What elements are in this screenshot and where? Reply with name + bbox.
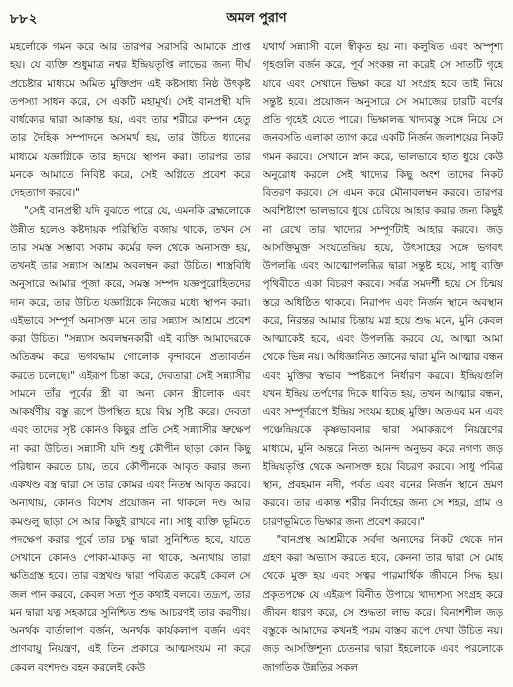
- paragraph: "বানপ্রস্থ আশ্রমীকে সর্বদা অন্যদের নিকট থেকে দান গ্রহণ করা অভ্যাস করতে হবে, কেননা তার দ্বারা সে মোহ থেকে মুক্ত হয় এবং সত্বর পারমার্থিক জীবনে সিদ্ধ হয়। প্রকৃতপক্ষে যে এইরূপ বিনীত উপায়ে খাদ্যশস্য সংগ্রহ করে জীবন ধারণ করে, সে শুদ্ধতা লাভ করে। বিনাশশীল জড় বস্তুকে আমাদের কখনই পরম বাস্তব রূপে দেখা উচিত নয়। জড় আসক্তিশূন্য চেতনার দ্বারা ইহলোকে এবং পরলোকে জাগতিক উন্নতির সকল: [262, 533, 503, 674]
- paragraph: মহর্লোকে গমন করে আর তারপর সরাসরি আমাকে প্রাপ্ত হয়। যে ব্যক্তি শুধুমাত্র নশ্বর ইন্দ্রিয়তৃপ্তি লাভের জন্য দীর্ঘ প্রচেষ্টার মাধ্যমে অমিত মুক্তিপ্রদ এই কষ্টসাধ্য নিষ্ঠ উৎকৃষ্ট তপস্যা সাধন করে, সে একটি মহামূর্খ। সেই বানপ্রস্থী যদি বার্ধক্যের দ্বারা আক্রান্ত হয়, এবং তার শরীরে কম্পন হেতু তার দৈহিক সম্পাদনে অসমর্থ হয়, তার উচিত ধ্যানের মাধ্যমে যজ্ঞাগ্নিকে তার হৃদয়ে স্থাপন করা। তারপর তার মনকে আমাতে নিবিষ্ট করে, সেই অগ্নিতে প্রবেশ করে দেহত্যাগ করবে।": [10, 41, 251, 199]
- text-columns: [10, 38, 503, 681]
- page-header: [10, 8, 503, 30]
- running-title: অমল পুরাণ: [226, 10, 287, 26]
- left-column: [10, 38, 251, 681]
- paragraph: "সেই বানপ্রস্থী যদি বুঝতে পারে যে, এমনকি ব্রহ্মলোকে উন্নীত হলেও কষ্টদায়ক পরিস্থিতি বজায় থাকে, তখন সে তার সমস্ত সম্ভাব্য সকাম কর্মের ফল থেকে অনাসক্ত হয়, তখনই তার সন্ন্যাস আশ্রম অবলম্বন করা উচিত। শাস্ত্রবিধি অনুসারে আমার পূজা করে, সমস্ত সম্পদ যজ্ঞপুরোহিতদের দান করে, তার উচিত যজ্ঞাগ্নিকে নিজের মধ্যে স্থাপন করা। এইভাবে সম্পূর্ণ অনাসক্ত মনে তার সন্ন্যাস আশ্রমে প্রবেশ করা উচিত। "সন্ন্যাস অবলম্বনকারী এই ব্যক্তি আমাদেরকে অতিক্রম করে ভগবদ্ধাম গোলোক বৃন্দাবনে প্রত্যাবর্তন করতে চলেছে।" এইরূপ চিন্তা করে, দেবতারা সেই সন্ন্যাসীর সামনে তাঁর পূর্বের স্ত্রী বা অন্য কোন স্ত্রীলোক এবং আকর্ষণীয় বস্তু রূপে উপস্থিত হয়ে বিঘ্ন সৃষ্টি করে। দেবতা এবং তাদের সৃষ্ট কোনও কিছুর প্রতি সেই সন্ন্যাসীর ভ্রুক্ষেপ না করা উচিত। সন্ন্যাসী যদি শুধু কৌপীন ছাড়া কোন কিছু পরিধান করতে চায়, তবে কৌপীনকে আবৃত করার জন্য একখণ্ড বস্ত্র দ্বারা সে তার কোমর এবং নিতম্ব আবৃত করবে। অন্যথায়, কোনও বিশেষ প্রয়োজন না থাকলে দণ্ড আর কমণ্ডলু ছাড়া সে আর কিছুই রাখবে না। সাধু ব্যক্তি ভূমিতে পদক্ষেপ করার পূর্বে তার চক্ষু দ্বারা সুনিশ্চিত হবে, যাতে সেখানে কোনও পোকা-মাকড় না থাকে, অন্যথায় তারা ক্ষতিগ্রস্ত হবে। তার বস্ত্রখণ্ড দ্বারা পবিত্রত করেই কেবল সে জল পান করবে, কেবল সত্য পূত কথাই বলবে। তদ্রূপ, তার মন দ্বারা যত্ন সহকারে সুনিশ্চিত শুদ্ধ আচরণই তার করণীয়। অনর্থক বার্তালাপ বর্জন, অনর্থক কার্যকলাপ বর্জন এবং প্রাণবায়ু নিয়ন্ত্রণ, এই তিন প্রকারে আত্মসংযম না করে কেবল বংশদণ্ড বহন করলেই কেউ: [10, 205, 251, 674]
- paragraph: যথার্থ সন্ন্যাসী বলে স্বীকৃত হয় না। কলুষিত এবং অস্পৃশ্য গৃহগুলি বর্জন করে, পূর্ব সংকল্প না করেই সে সাতটি গৃহে যাবে এবং সেখানে ভিক্ষা করে যা সংগ্রহ হবে তাই নিয়ে সন্তুষ্ট হবে। প্রয়োজন অনুসারে সে সমাজের চারটি বর্ণের প্রতি গৃহেই যেতে পারে। ভিক্ষালব্ধ খাদ্যবস্তু সঙ্গে নিয়ে সে জনবসতি এলাকা ত্যাগ করে একটি নির্জন জলাশয়ের নিকট গমন করবে। সেখানে স্নান করে, ভালভাবে হাত ধুয়ে কেউ অনুরোধ করলে সেই খাদ্যের কিছু অংশ তাদের নিকট বিতরণ করবে। সে এমন করে মৌনাবলম্বন করবে। তারপর অবশিষ্টাংশ ভালভাবে ধুয়ে চেবিয়ে আহার করার জন্য কিছুই না রেখে তার খাদ্যের সম্পূর্ণটাই আহার করবে। জড় আসক্তিমুক্ত সংযতেন্দ্রিয় হয়ে, উৎসাহের সঙ্গে ভগবৎ উপলব্ধি এবং আত্মোপলব্ধির দ্বারা সন্তুষ্ট হয়ে, সাধু ব্যক্তি পৃথিবীতে একা বিচরণ করবে। সর্বত্র সমদর্শী হয়ে সে চিন্ময় স্তরে অধিষ্ঠিত থাকবে। নিরাপদ এবং নির্জন স্থানে অবস্থান করে, নিরন্তর আমার চিন্তায় মগ্ন হয়ে শুদ্ধ মনে, মুনি কেবল আত্মাকেই হবে, এবং উপলব্ধি করবে যে, আত্মা আমা থেকে ভিন্ন নয়। অধিজ্ঞানিত জ্ঞানের দ্বারা মুনি আত্মার বন্ধন এবং মুক্তির স্বভাব স্পষ্টরূপে নির্ধারণ করবে। ইন্দ্রিয়গুলি যখন ইন্দ্রিয় তর্পণের দিকে ধাবিত হয়, তখন আত্মার বন্ধন, এবং সম্পূর্ণরূপে ইন্দ্রিয় সংযম হচ্ছে মুক্তি। অতএব মন এবং পঞ্চেন্দ্রিয়কে কৃষ্ণভাবনার দ্বারা সমাকরূপে নিয়ন্ত্রণের মাধ্যমে, মুনি অন্তরে নিত্য আনন্দ অনুভব করে নগণ্য জড় ইন্দ্রিয়তৃপ্তি থেকে অনাসক্ত হয়ে বিচরণ করবে। সাধু পবিত্র স্থান, প্রবহমান নদী, পর্বত এবং বনের নির্জন স্থানে ভ্রমণ করবে। তার একান্ত শরীর নির্বাহের জন্য সে শহর, গ্রাম ও চারণভূমিতে ভিক্ষার জন্য প্রবেশ করবে।": [262, 41, 503, 528]
- page-number: ৮৮২: [10, 12, 39, 27]
- right-column: [263, 38, 504, 681]
